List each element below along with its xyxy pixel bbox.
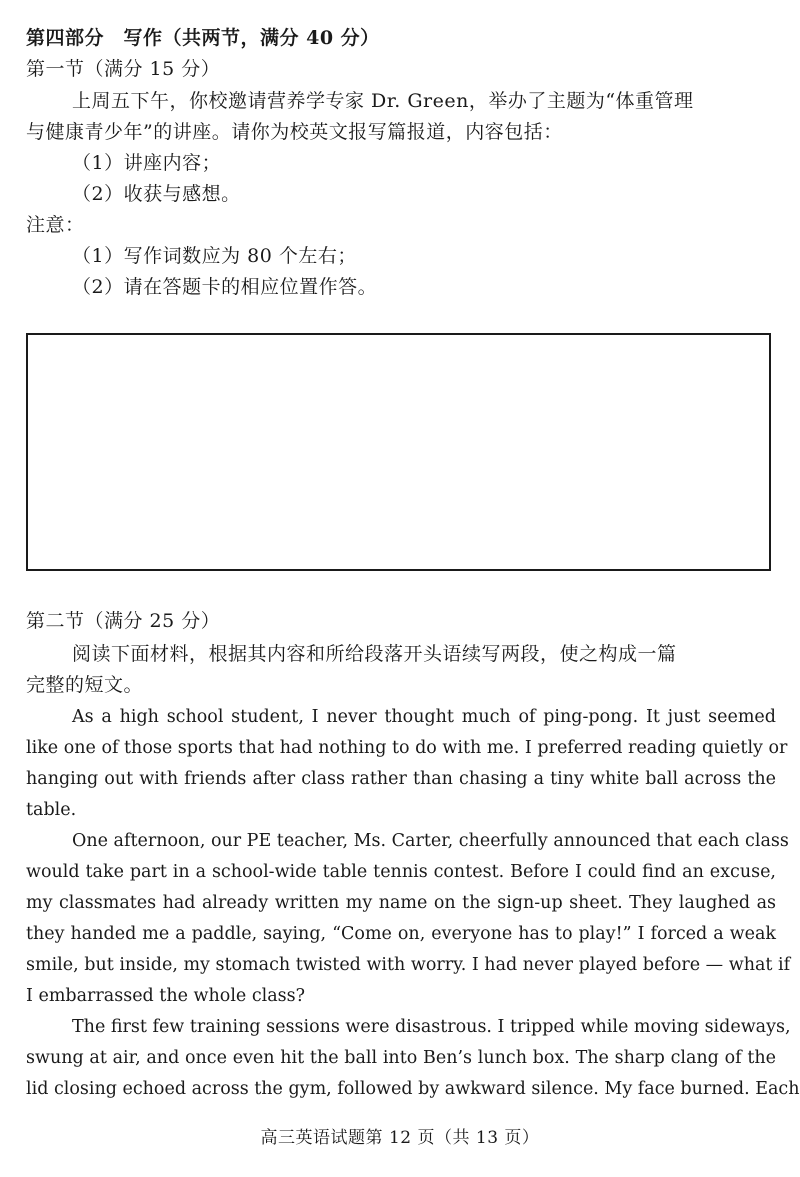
part4-heading: 第四部分 写作（共两节，满分 40 分） bbox=[26, 27, 380, 49]
passage-line: lid closing echoed across the gym, followed by awkward silence. My face burned. Each bbox=[26, 1079, 800, 1099]
passage-line: The first few training sessions were disastrous. I tripped while moving sideways, bbox=[72, 1017, 791, 1037]
passage-line: hanging out with friends after class rather than chasing a tiny white ball across the bbox=[26, 769, 776, 789]
passage-line: like one of those sports that had nothing to do with me. I preferred reading quietly or bbox=[26, 738, 788, 758]
passage-line: swung at air, and once even hit the ball into Ben’s lunch box. The sharp clang of the bbox=[26, 1048, 776, 1068]
passage-line: One afternoon, our PE teacher, Ms. Carter, cheerfully announced that each class bbox=[72, 831, 789, 851]
answer-box[interactable] bbox=[26, 333, 771, 571]
passage-line: would take part in a school-wide table tennis contest. Before I could find an excuse, bbox=[26, 862, 776, 882]
note-label: 注意： bbox=[26, 214, 85, 236]
passage-line: As a high school student, I never thought much of ping-pong. It just seemed bbox=[72, 707, 776, 727]
section1-item-2: （2）收获与感想。 bbox=[72, 183, 241, 205]
section1-prompt-line2: 与健康青少年”的讲座。请你为校英文报写篇报道，内容包括： bbox=[26, 121, 563, 143]
passage-line: table. bbox=[26, 800, 77, 820]
section2-prompt-line1: 阅读下面材料，根据其内容和所给段落开头语续写两段，使之构成一篇 bbox=[72, 643, 677, 665]
note-1: （1）写作词数应为 80 个左右； bbox=[72, 245, 357, 267]
section2-prompt-line2: 完整的短文。 bbox=[26, 674, 144, 696]
passage-line: smile, but inside, my stomach twisted with worry. I had never played before — what if bbox=[26, 955, 791, 975]
passage-line: my classmates had already written my name on the sign-up sheet. They laughed as bbox=[26, 893, 776, 913]
note-2: （2）请在答题卡的相应位置作答。 bbox=[72, 276, 378, 298]
section1-prompt-line1: 上周五下午，你校邀请营养学专家 Dr. Green，举办了主题为“体重管理 bbox=[72, 90, 694, 112]
passage-line: they handed me a paddle, saying, “Come on, everyone has to play!” I forced a weak bbox=[26, 924, 776, 944]
page-footer: 高三英语试题第 12 页（共 13 页） bbox=[260, 1128, 540, 1148]
section1-title: 第一节（满分 15 分） bbox=[26, 58, 221, 80]
section1-item-1: （1）讲座内容； bbox=[72, 152, 222, 174]
section2-title: 第二节（满分 25 分） bbox=[26, 610, 221, 632]
passage-line: I embarrassed the whole class? bbox=[26, 986, 306, 1006]
